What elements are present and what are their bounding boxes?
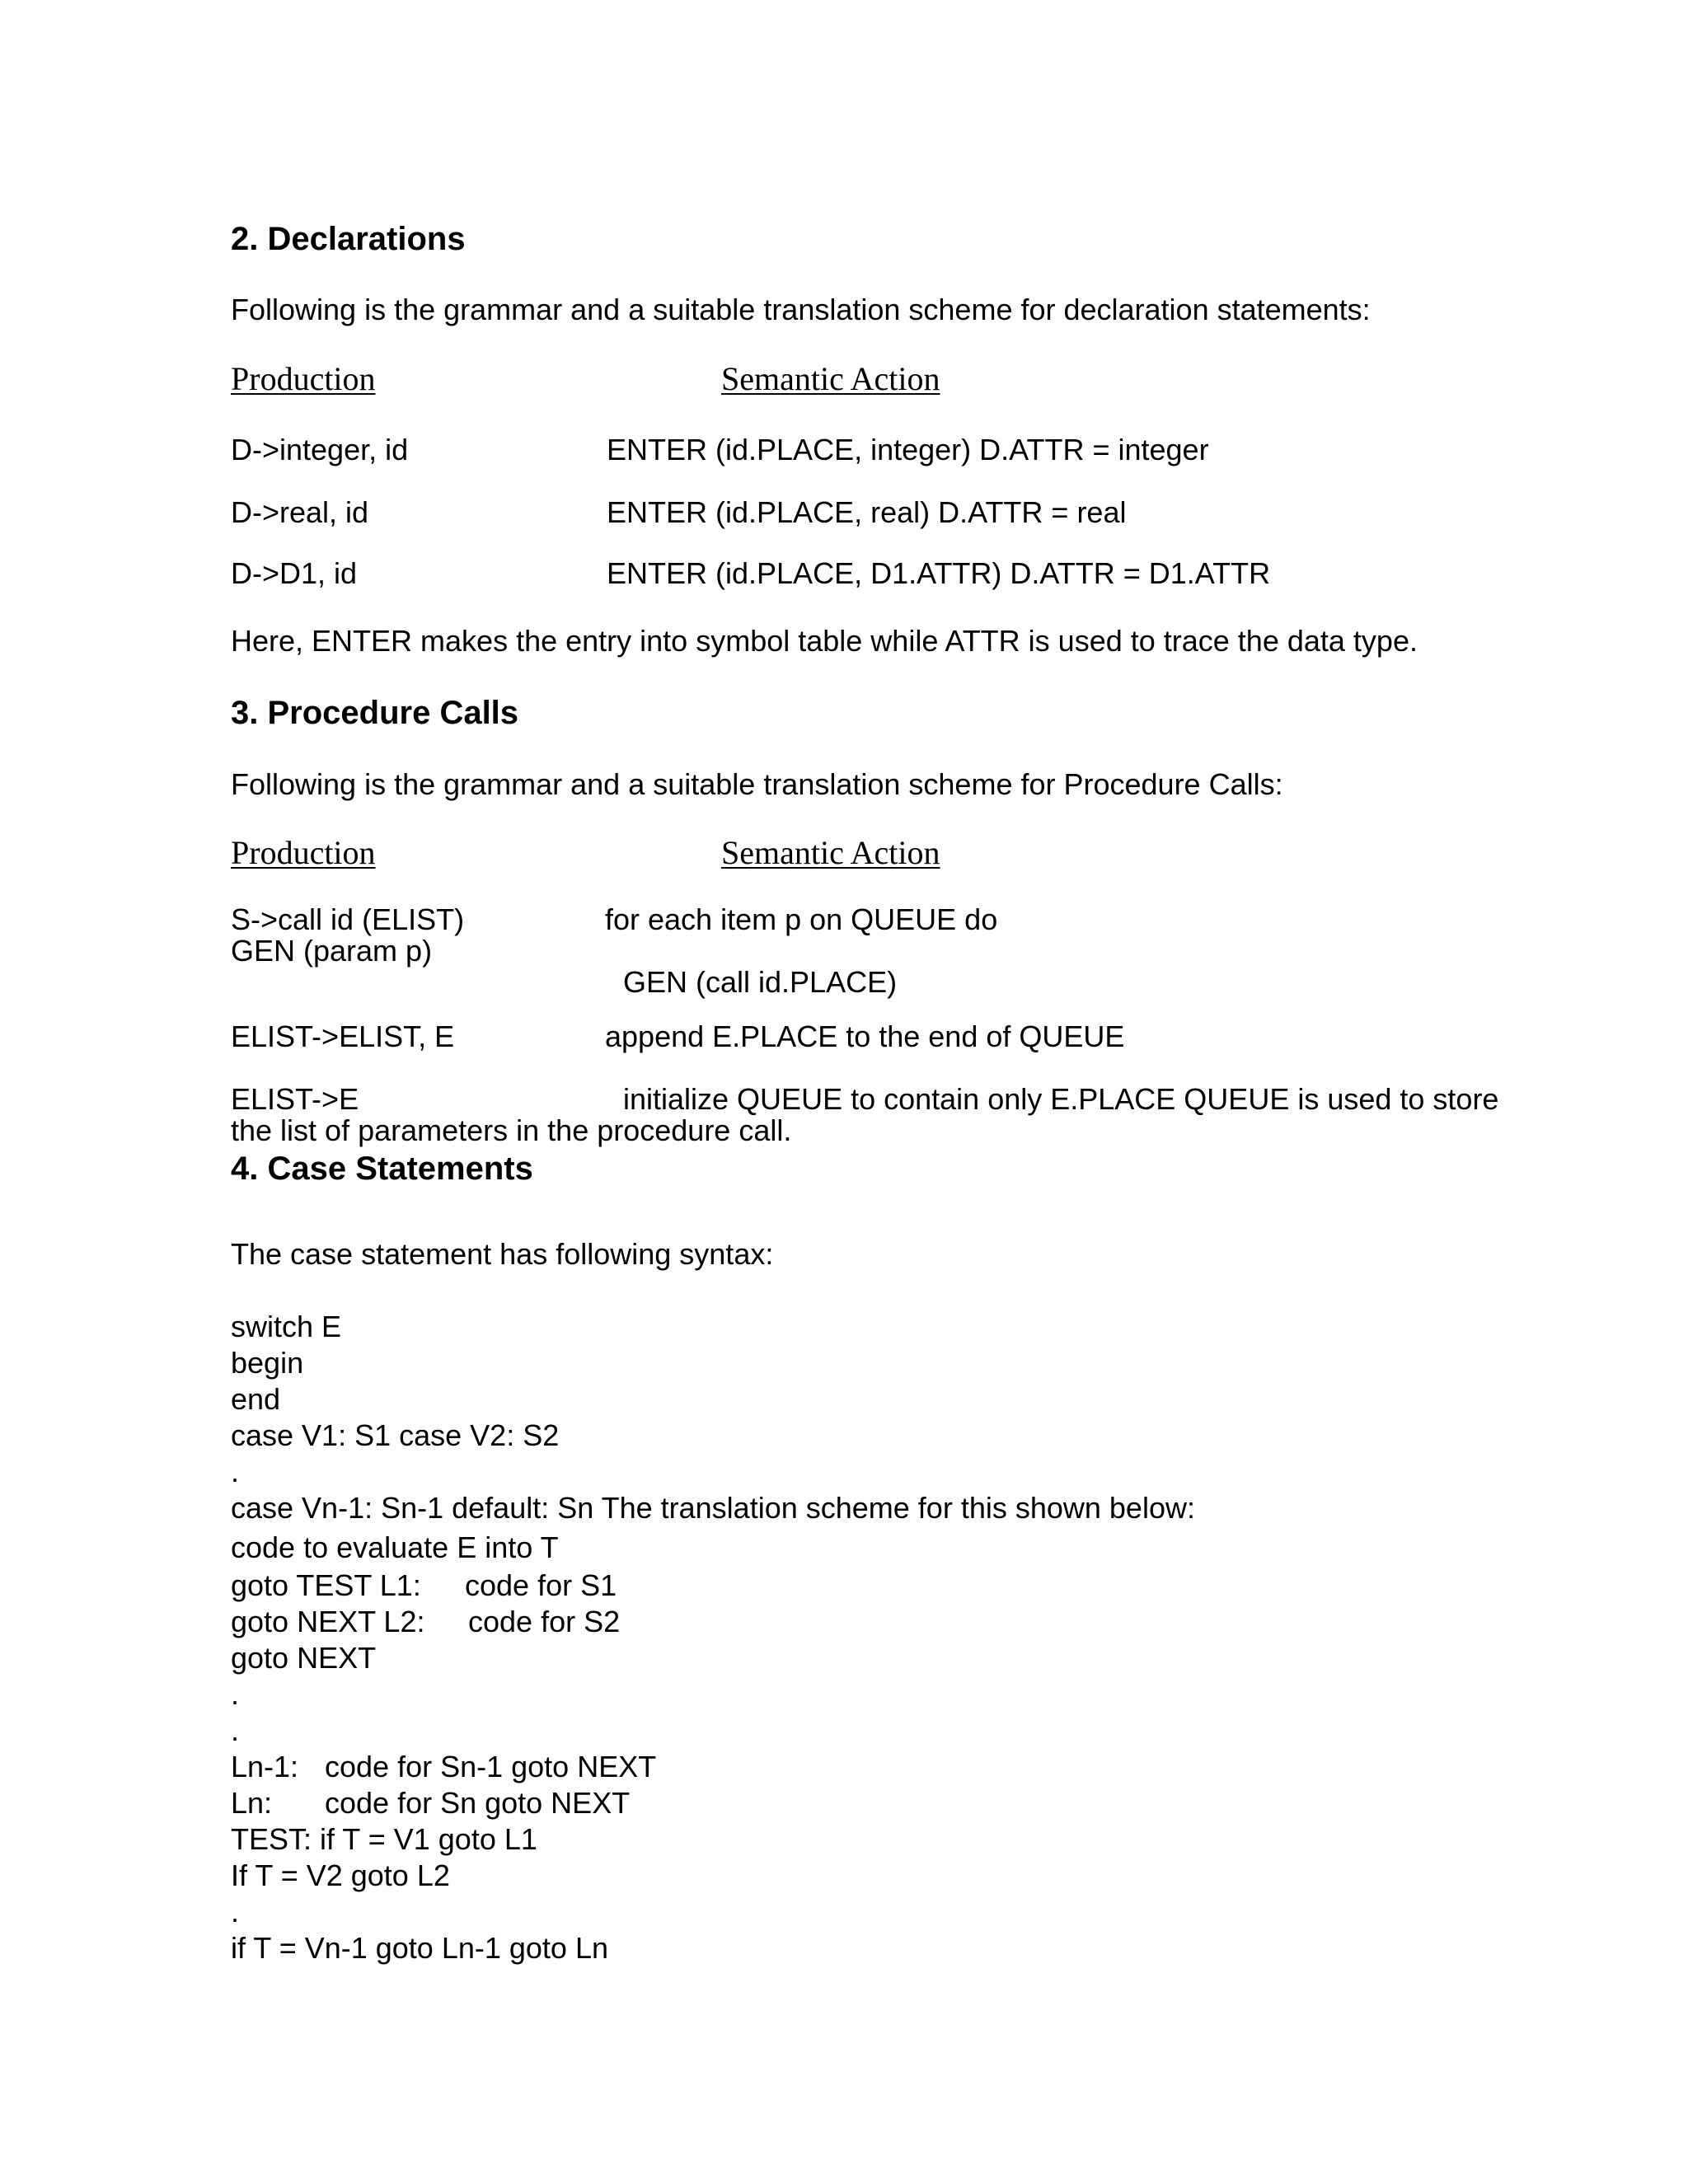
code-line: . (231, 1713, 240, 1747)
code-line: code for S2 (468, 1605, 621, 1638)
code-line: TEST: if T = V1 goto L1 (231, 1822, 537, 1856)
procedure-calls-production-1: S->call id (ELIST) (231, 902, 465, 936)
syntax-line: end (231, 1382, 281, 1416)
procedure-calls-production-2: ELIST->ELIST, E (231, 1019, 455, 1053)
code-line: goto TEST L1: (231, 1568, 421, 1602)
declarations-intro: Following is the grammar and a suitable translation scheme for declaration statements: (231, 293, 1371, 326)
code-line: if T = Vn-1 goto Ln-1 goto Ln (231, 1931, 608, 1965)
syntax-line: . (231, 1455, 240, 1488)
declarations-action-2: ENTER (id.PLACE, real) D.ATTR = real (607, 495, 1127, 529)
code-line: . (231, 1895, 240, 1929)
code-line: goto NEXT (231, 1641, 377, 1675)
procedure-calls-action-2: append E.PLACE to the end of QUEUE (605, 1019, 1125, 1053)
code-line: . (231, 1677, 240, 1711)
declarations-production-3: D->D1, id (231, 556, 358, 590)
syntax-line: switch E (231, 1310, 342, 1343)
section-heading-declarations: 2. Declarations (231, 221, 466, 257)
code-line: goto NEXT L2: (231, 1605, 425, 1638)
syntax-line: case Vn-1: Sn-1 default: Sn The translation scheme for this shown below: (231, 1491, 1195, 1525)
declarations-production-1: D->integer, id (231, 433, 409, 466)
procedure-calls-action-1b: GEN (call id.PLACE) (623, 965, 898, 999)
procedure-calls-production-3: ELIST->E (231, 1082, 359, 1116)
case-statements-intro: The case statement has following syntax: (231, 1237, 774, 1271)
syntax-line: case V1: S1 case V2: S2 (231, 1418, 560, 1452)
section-heading-procedure-calls: 3. Procedure Calls (231, 695, 519, 731)
declarations-note: Here, ENTER makes the entry into symbol table while ATTR is used to trace the data type. (231, 624, 1418, 658)
syntax-line: begin (231, 1346, 304, 1380)
declarations-production-2: D->real, id (231, 495, 369, 529)
procedure-calls-action-3: initialize QUEUE to contain only E.PLACE QUEUE is used to store (623, 1082, 1499, 1116)
declarations-col-production: Production (231, 360, 376, 397)
declarations-col-semantic: Semantic Action (721, 360, 940, 397)
procedure-calls-col-semantic: Semantic Action (721, 834, 940, 871)
code-label: Ln: (231, 1786, 273, 1820)
procedure-calls-cont-3: the list of parameters in the procedure call. (231, 1113, 792, 1147)
section-heading-case-statements: 4. Case Statements (231, 1151, 533, 1187)
code-line: code for Sn-1 goto NEXT (325, 1750, 657, 1783)
code-line: code for Sn goto NEXT (325, 1786, 631, 1820)
procedure-calls-intro: Following is the grammar and a suitable translation scheme for Procedure Calls: (231, 767, 1283, 801)
declarations-action-1: ENTER (id.PLACE, integer) D.ATTR = integer (607, 433, 1209, 466)
code-label: Ln-1: (231, 1750, 299, 1783)
procedure-calls-action-1: for each item p on QUEUE do (605, 902, 998, 936)
code-line: code for S1 (465, 1568, 617, 1602)
procedure-calls-extra-1: GEN (param p) (231, 934, 433, 968)
code-line: If T = V2 goto L2 (231, 1858, 450, 1892)
code-line: code to evaluate E into T (231, 1530, 559, 1564)
declarations-action-3: ENTER (id.PLACE, D1.ATTR) D.ATTR = D1.ATTR (607, 556, 1271, 590)
procedure-calls-col-production: Production (231, 834, 376, 871)
